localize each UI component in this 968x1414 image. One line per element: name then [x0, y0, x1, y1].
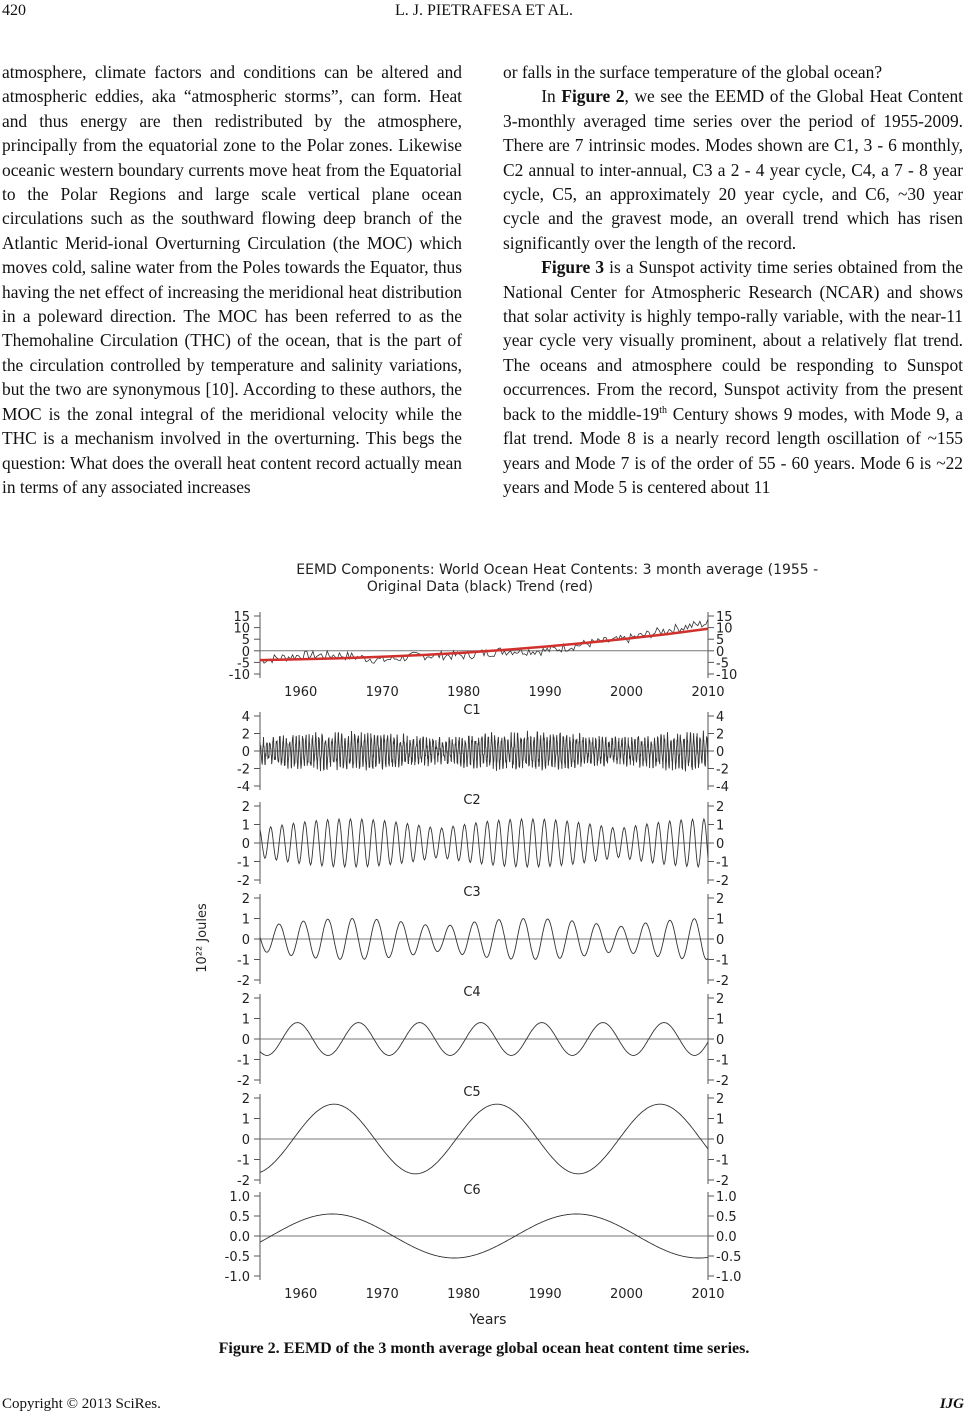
x-tick-label: 1980: [447, 685, 481, 700]
y-tick-label-right: -2: [716, 1174, 729, 1189]
y-tick-label-right: -1: [716, 1153, 729, 1169]
x-tick-label: 1960: [284, 685, 318, 700]
y-tick-label-left: 0: [241, 745, 250, 760]
original-data-line: [260, 619, 708, 663]
y-tick-label-left: -1.0: [224, 1270, 250, 1285]
x-tick-label: 1990: [528, 685, 562, 700]
y-tick-label-left: 0: [241, 644, 250, 660]
y-tick-label-right: -0.5: [716, 1250, 742, 1265]
y-tick-label-left: 1: [241, 912, 250, 928]
chart-subtitle: Original Data (black) Trend (red): [366, 579, 594, 595]
y-tick-label-left: -2: [237, 974, 250, 989]
y-tick-label-right: -1: [716, 855, 729, 871]
x-tick-label: 2000: [609, 685, 644, 700]
y-tick-label-left: -2: [237, 874, 250, 889]
chart-title: EEMD Components: World Ocean Heat Contents: 3 month average (1955 - 2010): [296, 562, 820, 578]
x-tick-label: 1990: [528, 1287, 562, 1302]
y-tick-label-left: 1.0: [229, 1190, 250, 1205]
y-tick-label-right: -2: [716, 874, 729, 889]
y-tick-label-left: -4: [237, 780, 250, 795]
y-tick-label-right: 0: [716, 837, 725, 852]
page-number: 420: [2, 2, 26, 19]
running-title: L. J. PIETRAFESA ET AL.: [395, 2, 573, 19]
y-tick-label-right: 5: [716, 633, 725, 649]
y-tick-label-left: 2: [241, 992, 250, 1007]
right-paragraph-3: [503, 255, 963, 499]
eemd-chart: [180, 558, 820, 1330]
y-tick-label-right: 0: [716, 1133, 725, 1148]
y-tick-label-right: 2: [716, 892, 725, 907]
y-tick-label-left: -1: [237, 1053, 250, 1069]
y-tick-label-left: 0.5: [229, 1210, 250, 1225]
y-tick-label-right: 2: [716, 992, 725, 1007]
y-tick-label-right: 0: [716, 933, 725, 948]
y-tick-label-left: 2: [241, 800, 250, 815]
y-tick-label-left: 15: [233, 610, 250, 625]
y-tick-label-left: 0: [241, 1033, 250, 1048]
y-tick-label-right: -4: [716, 780, 729, 795]
x-tick-label: 1980: [447, 1287, 481, 1302]
y-tick-label-left: 2: [241, 727, 250, 743]
y-tick-label-left: 4: [241, 710, 250, 725]
y-tick-label-right: -1.0: [716, 1270, 742, 1285]
y-tick-label-left: 2: [241, 1092, 250, 1107]
y-tick-label-left: -5: [237, 656, 250, 672]
x-tick-label: 1960: [284, 1287, 318, 1302]
y-tick-label-right: 0.5: [716, 1210, 737, 1225]
y-tick-label-right: 15: [716, 610, 733, 625]
y-tick-label-right: 0: [716, 644, 725, 660]
y-tick-label-right: -10: [716, 668, 738, 683]
y-tick-label-left: -2: [237, 1174, 250, 1189]
panel-label-c2: C2: [463, 793, 481, 808]
y-tick-label-right: -5: [716, 656, 729, 672]
y-tick-label-left: 0: [241, 837, 250, 852]
page-footer: [0, 1396, 968, 1414]
y-tick-label-right: 1: [716, 912, 725, 928]
y-tick-label-right: 1: [716, 818, 725, 834]
y-tick-label-left: -10: [228, 668, 250, 683]
panel-label-c5: C5: [463, 1085, 481, 1100]
y-tick-label-right: -1: [716, 1053, 729, 1069]
figure-ref-2[interactable]: Figure 2: [561, 86, 625, 107]
y-tick-label-left: 2: [241, 892, 250, 907]
p3-text-a: is a Sunspot activity time series obtained from the National Center for Atmospheric Research (NCAR) and shows that solar activity is highly tempo-rally variable, with the near-11 year cycle very visually prominent, about a relatively flat trend. The oceans and atmosphere could be responding to Sunspot occurrences. From the record, Sunspot activity from the present back to the middle-19: [503, 257, 964, 424]
y-tick-label-right: 2: [716, 1092, 725, 1107]
y-tick-label-right: -2: [716, 974, 729, 989]
y-tick-label-left: 10: [233, 621, 250, 637]
copyright-notice: Copyright © 2013 SciRes.: [2, 1396, 161, 1412]
panel-label-c1: C1: [463, 703, 481, 718]
y-tick-label-right: -1: [716, 953, 729, 969]
y-tick-label-right: 1.0: [716, 1190, 737, 1205]
y-tick-label-left: 5: [241, 633, 250, 649]
panel-label-c3: C3: [463, 885, 481, 900]
x-tick-label: 1970: [365, 685, 399, 700]
x-tick-label: 1970: [365, 1287, 399, 1302]
p2-prefix: In: [541, 86, 562, 107]
y-tick-label-right: 0: [716, 1033, 725, 1048]
left-paragraph: atmosphere, climate factors and conditions can be altered and atmospheric eddies, aka “atmospheric storms”, can form. Heat and thus energy are then redistributed by the atmosphere, principally from the equatorial zone to the Polar zones. Likewise oceanic western boundary currents move heat from the Equatorial to the Polar Regions and large scale vertical plane ocean circulations such as the southward flowing deep branch of the Atlantic Merid-ional Overturning Circulation (the MOC) which moves cold, saline water from the Poles towards the Equator, thus having the net effect of increasing the meridional heat distribution in a poleward direction. The MOC has been referred to as the Themohaline Circulation (THC) of the ocean, that is the part of the circulation controlled by temperature and salinity variations, but the two are synonymous [10]. According to these authors, the MOC is the zonal integral of the meridional velocity while the THC is a mechanism involved in the overturning. This begs the question: What does the overall heat content record actually mean in terms of any associated increases: [2, 62, 462, 497]
y-tick-label-right: 0.0: [716, 1230, 737, 1245]
figure-ref-3[interactable]: Figure 3: [541, 257, 605, 278]
y-tick-label-left: 0: [241, 933, 250, 948]
p3-text-b: Century shows 9 modes, with Mode 9, a flat trend. Mode 8 is a nearly record length oscillation of ~155 years and Mode 7 is of the order of 55 - 60 years. Mode 6 is ~22 years and Mode 5 is centered about 11: [503, 403, 963, 497]
p2-text: , we see the EEMD of the Global Heat Content 3-monthly averaged time series over the period of 1955-2009. There are 7 intrinsic modes. Modes shown are C1, 3 - 6 monthly, C2 annual to inter-annual, C3 a 2 - 4 year cycle, C4, a 7 - 8 year cycle, C5, an approximately 20 year cycle, and C6, ~30 year cycle and the gravest mode, an overall trend which has risen significantly over the length of the record.: [503, 86, 963, 253]
x-tick-label: 2000: [609, 1287, 644, 1302]
right-paragraph-1: or falls in the surface temperature of the global ocean?: [503, 62, 883, 82]
right-column: [503, 60, 963, 499]
right-paragraph-2: [503, 84, 963, 255]
x-axis-label: Years: [469, 1312, 507, 1328]
y-tick-label-right: -2: [716, 1074, 729, 1089]
journal-abbrev: IJG: [939, 1396, 964, 1412]
x-tick-label: 2010: [691, 685, 725, 700]
y-tick-label-left: 0.0: [229, 1230, 250, 1245]
y-tick-label-left: -2: [237, 762, 250, 778]
figure-2: [180, 558, 820, 1330]
y-tick-label-right: 0: [716, 745, 725, 760]
y-tick-label-right: 1: [716, 1012, 725, 1028]
y-tick-label-right: 4: [716, 710, 725, 725]
superscript-th: th: [659, 404, 668, 416]
left-column: [2, 60, 462, 499]
y-tick-label-left: -1: [237, 953, 250, 969]
y-tick-label-left: 0: [241, 1133, 250, 1148]
y-tick-label-left: 1: [241, 1012, 250, 1028]
y-tick-label-right: 10: [716, 621, 733, 637]
y-tick-label-left: 1: [241, 818, 250, 834]
figure-caption: Figure 2. EEMD of the 3 month average global ocean heat content time series.: [218, 1340, 750, 1357]
y-tick-label-right: 1: [716, 1112, 725, 1128]
y-tick-label-right: 2: [716, 727, 725, 743]
panel-label-c4: C4: [463, 985, 481, 1000]
y-tick-label-left: -1: [237, 1153, 250, 1169]
x-tick-label: 2010: [691, 1287, 725, 1302]
y-tick-label-left: -2: [237, 1074, 250, 1089]
y-tick-label-left: 1: [241, 1112, 250, 1128]
y-tick-label-left: -1: [237, 855, 250, 871]
y-tick-label-right: -2: [716, 762, 729, 778]
y-axis-label: 10²² Joules: [195, 903, 210, 973]
y-tick-label-left: -0.5: [224, 1250, 250, 1265]
panel-label-c6: C6: [463, 1183, 481, 1198]
page-header: [0, 0, 968, 30]
y-tick-label-right: 2: [716, 800, 725, 815]
